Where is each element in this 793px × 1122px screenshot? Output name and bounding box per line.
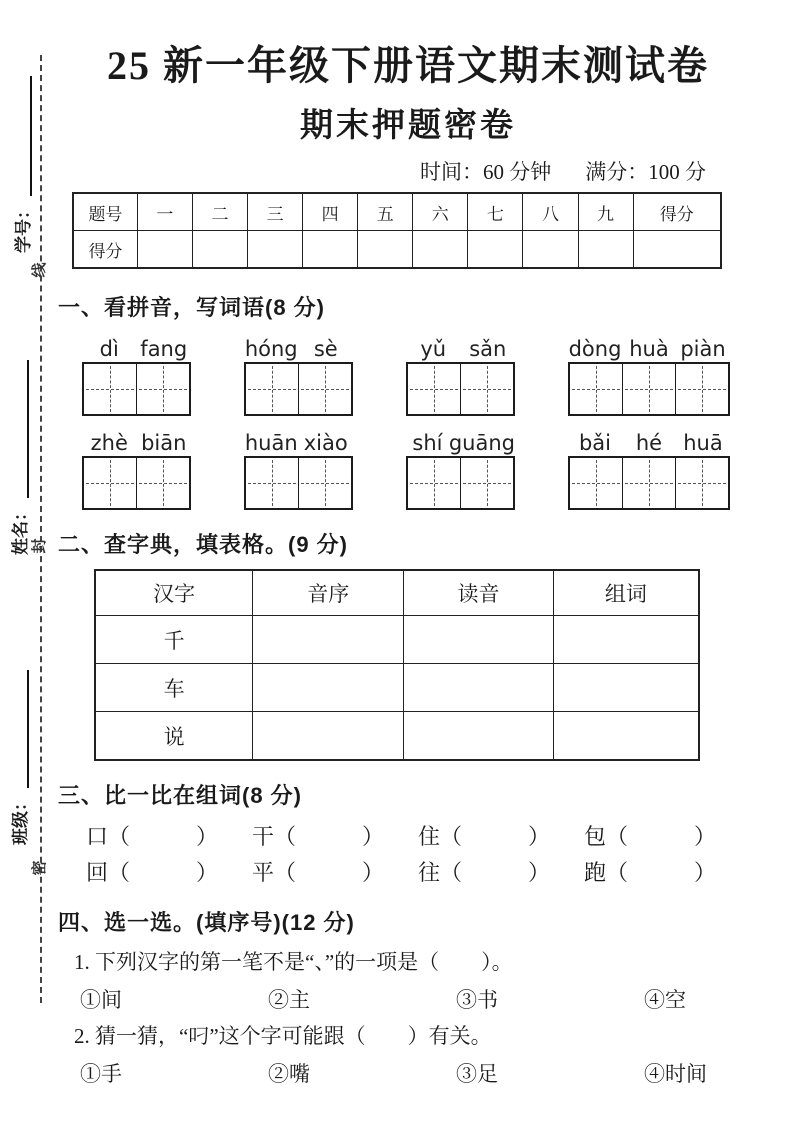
- compare-char: 平: [252, 860, 275, 885]
- writing-grid: [82, 362, 191, 416]
- writing-cell: [246, 458, 298, 508]
- exam-info-line: [58, 156, 706, 186]
- score-col-1: 一: [137, 193, 192, 231]
- dict-row-shuo: [95, 712, 699, 761]
- dict-header-row: [95, 570, 699, 616]
- question-1-options: [80, 985, 760, 1015]
- writing-cell: [622, 458, 675, 508]
- student-id-blank: [30, 76, 32, 196]
- section2-heading: 二、查字典，填表格。(9 分): [58, 532, 349, 557]
- student-id-label: 学号：: [14, 202, 33, 253]
- paren-open: （: [108, 824, 131, 849]
- student-id-field: [10, 73, 36, 253]
- writing-cell: [298, 364, 351, 414]
- class-label: 班级：: [11, 794, 30, 845]
- writing-grid: [244, 456, 353, 510]
- pinyin-syllable: huān: [244, 431, 298, 455]
- writing-grid: [406, 456, 515, 510]
- score-cell: [358, 231, 413, 269]
- pinyin-group-shiguang: [406, 430, 515, 510]
- compare-char: 回: [86, 860, 109, 885]
- pinyin-group-baihehua: [568, 430, 730, 510]
- dict-blank-cell: [253, 712, 404, 761]
- seal-char-line: 线: [32, 262, 48, 278]
- writing-cell: [460, 458, 513, 508]
- seal-char-feng: 封: [32, 538, 48, 554]
- dict-blank-cell: [553, 664, 699, 712]
- compare-item: [418, 822, 584, 852]
- dict-blank-cell: [553, 712, 699, 761]
- writing-cell: [84, 364, 136, 414]
- writing-grid: [568, 456, 730, 510]
- dict-col-hanzi: 汉字: [95, 570, 253, 616]
- dict-blank-cell: [404, 664, 553, 712]
- class-blank: [27, 670, 29, 788]
- score-row-label: 得分: [73, 231, 137, 269]
- writing-cell: [408, 458, 460, 508]
- pinyin-syllable: huā: [683, 431, 723, 455]
- pinyin-group-difang: [82, 336, 191, 416]
- dict-char: 车: [95, 664, 253, 712]
- class-field: [7, 665, 33, 845]
- writing-cell: [675, 458, 728, 508]
- compare-item: [418, 858, 584, 888]
- compare-char: 干: [252, 824, 275, 849]
- score-table-score-row: [73, 231, 721, 269]
- dict-col-duyin: 读音: [404, 570, 553, 616]
- pinyin-syllable: xiào: [303, 431, 348, 455]
- writing-cell: [408, 364, 460, 414]
- dict-blank-cell: [404, 712, 553, 761]
- pinyin-group-zhebian: [82, 430, 191, 510]
- option: ①手: [80, 1062, 122, 1086]
- dict-row-qian: [95, 616, 699, 664]
- dict-col-zuci: 组词: [553, 570, 699, 616]
- compare-char: 住: [418, 824, 441, 849]
- option: ②嘴: [268, 1062, 310, 1086]
- dict-col-yinxu: 音序: [253, 570, 404, 616]
- pinyin-syllable: bǎi: [578, 431, 612, 455]
- score-cell-total: [633, 231, 721, 269]
- score-cell: [192, 231, 247, 269]
- option: ④空: [644, 988, 686, 1012]
- pinyin-group-donghuapian: [568, 336, 730, 416]
- paren-open: （: [440, 824, 463, 849]
- paren-close: ）: [196, 824, 219, 849]
- pinyin-syllable: fang: [140, 337, 188, 361]
- pinyin-row-2: [82, 430, 730, 510]
- pinyin-syllable: dòng: [568, 337, 622, 361]
- writing-grid: [244, 362, 353, 416]
- writing-cell: [622, 364, 675, 414]
- score-col-total: 得分: [633, 193, 721, 231]
- dict-char: 千: [95, 616, 253, 664]
- score-col-8: 八: [523, 193, 578, 231]
- full-score-label: 满分：100 分: [585, 160, 706, 184]
- pinyin-syllable: hóng: [244, 337, 298, 361]
- compare-item: [252, 822, 418, 852]
- compare-row-2: [86, 858, 746, 888]
- compare-char: 包: [584, 824, 607, 849]
- writing-cell: [570, 458, 622, 508]
- section1-heading: 一、看拼音，写词语(8 分): [58, 295, 326, 320]
- score-cell: [523, 231, 578, 269]
- compare-item: [86, 822, 252, 852]
- pinyin-syllable: guāng: [448, 431, 515, 455]
- option: ③书: [456, 988, 498, 1012]
- pinyin-syllable: hé: [635, 431, 663, 455]
- writing-cell: [460, 364, 513, 414]
- writing-cell: [84, 458, 136, 508]
- paren-close: ）: [362, 824, 385, 849]
- pinyin-syllable: sè: [313, 337, 338, 361]
- paren-close: ）: [528, 860, 551, 885]
- writing-cell: [246, 364, 298, 414]
- score-col-9: 九: [578, 193, 633, 231]
- name-field: [7, 351, 33, 555]
- option: ②主: [268, 988, 310, 1012]
- dict-blank-cell: [253, 616, 404, 664]
- writing-cell: [298, 458, 351, 508]
- section4-heading: 四、选一选。(填序号)(12 分): [58, 910, 355, 935]
- score-cell: [248, 231, 303, 269]
- dict-blank-cell: [553, 616, 699, 664]
- writing-cell: [136, 364, 189, 414]
- dict-char: 说: [95, 712, 253, 761]
- paren-close: ）: [196, 860, 219, 885]
- paren-open: （: [274, 860, 297, 885]
- compare-char: 跑: [584, 860, 607, 885]
- option: ①间: [80, 988, 122, 1012]
- option: ③足: [456, 1062, 498, 1086]
- pinyin-group-hongse: [244, 336, 353, 416]
- score-col-3: 三: [248, 193, 303, 231]
- pinyin-group-huanxiao: [244, 430, 353, 510]
- score-cell: [413, 231, 468, 269]
- score-cell: [137, 231, 192, 269]
- writing-cell: [675, 364, 728, 414]
- pinyin-syllable: zhè: [90, 431, 128, 455]
- writing-grid: [568, 362, 730, 416]
- score-table: [72, 192, 722, 269]
- score-col-2: 二: [192, 193, 247, 231]
- compare-item: [584, 822, 716, 852]
- dict-blank-cell: [404, 616, 553, 664]
- score-col-4: 四: [303, 193, 358, 231]
- writing-cell: [136, 458, 189, 508]
- pinyin-syllable: biān: [141, 431, 187, 455]
- dict-blank-cell: [253, 664, 404, 712]
- paren-close: ）: [528, 824, 551, 849]
- compare-item: [86, 858, 252, 888]
- question-2-text: 2. 猜一猜，“叼”这个字可能跟（ ）有关。: [74, 1024, 492, 1048]
- score-cell: [303, 231, 358, 269]
- paren-open: （: [606, 824, 629, 849]
- pinyin-syllable: huà: [629, 337, 669, 361]
- compare-item: [252, 858, 418, 888]
- question-2-options: [80, 1059, 760, 1089]
- writing-cell: [570, 364, 622, 414]
- writing-grid: [82, 456, 191, 510]
- score-cell: [468, 231, 523, 269]
- name-label: 姓名：: [11, 504, 30, 555]
- dictionary-table: [94, 569, 700, 761]
- section3-heading: 三、比一比在组词(8 分): [58, 783, 303, 808]
- compare-row-1: [86, 822, 746, 852]
- question-1-text: 1. 下列汉字的第一笔不是“、”的一项是（ ）。: [74, 950, 513, 974]
- paren-close: ）: [362, 860, 385, 885]
- paper-title: 25 新一年级下册语文期末测试卷: [107, 43, 709, 88]
- paren-open: （: [606, 860, 629, 885]
- score-col-7: 七: [468, 193, 523, 231]
- compare-char: 口: [86, 824, 109, 849]
- pinyin-syllable: yǔ: [420, 337, 447, 361]
- pinyin-syllable: sǎn: [469, 337, 507, 361]
- option: ④时间: [644, 1062, 707, 1086]
- dict-row-che: [95, 664, 699, 712]
- paren-open: （: [274, 824, 297, 849]
- score-col-6: 六: [413, 193, 468, 231]
- paper-subtitle: 期末押题密卷: [300, 108, 516, 144]
- name-blank: [27, 360, 29, 498]
- paren-open: （: [108, 860, 131, 885]
- seal-char-mi: 密: [32, 860, 48, 876]
- pinyin-syllable: shí: [412, 431, 443, 455]
- compare-char: 往: [418, 860, 441, 885]
- score-col-5: 五: [358, 193, 413, 231]
- time-label: 时间：60 分钟: [420, 160, 552, 184]
- compare-item: [584, 858, 716, 888]
- score-cell: [578, 231, 633, 269]
- pinyin-syllable: piàn: [680, 337, 726, 361]
- pinyin-row-1: [82, 336, 730, 416]
- paren-close: ）: [694, 824, 717, 849]
- score-col-label: 题号: [73, 193, 137, 231]
- paren-close: ）: [694, 860, 717, 885]
- pinyin-syllable: dì: [99, 337, 119, 361]
- score-table-header-row: [73, 193, 721, 231]
- paren-open: （: [440, 860, 463, 885]
- pinyin-group-yusan: [406, 336, 515, 416]
- writing-grid: [406, 362, 515, 416]
